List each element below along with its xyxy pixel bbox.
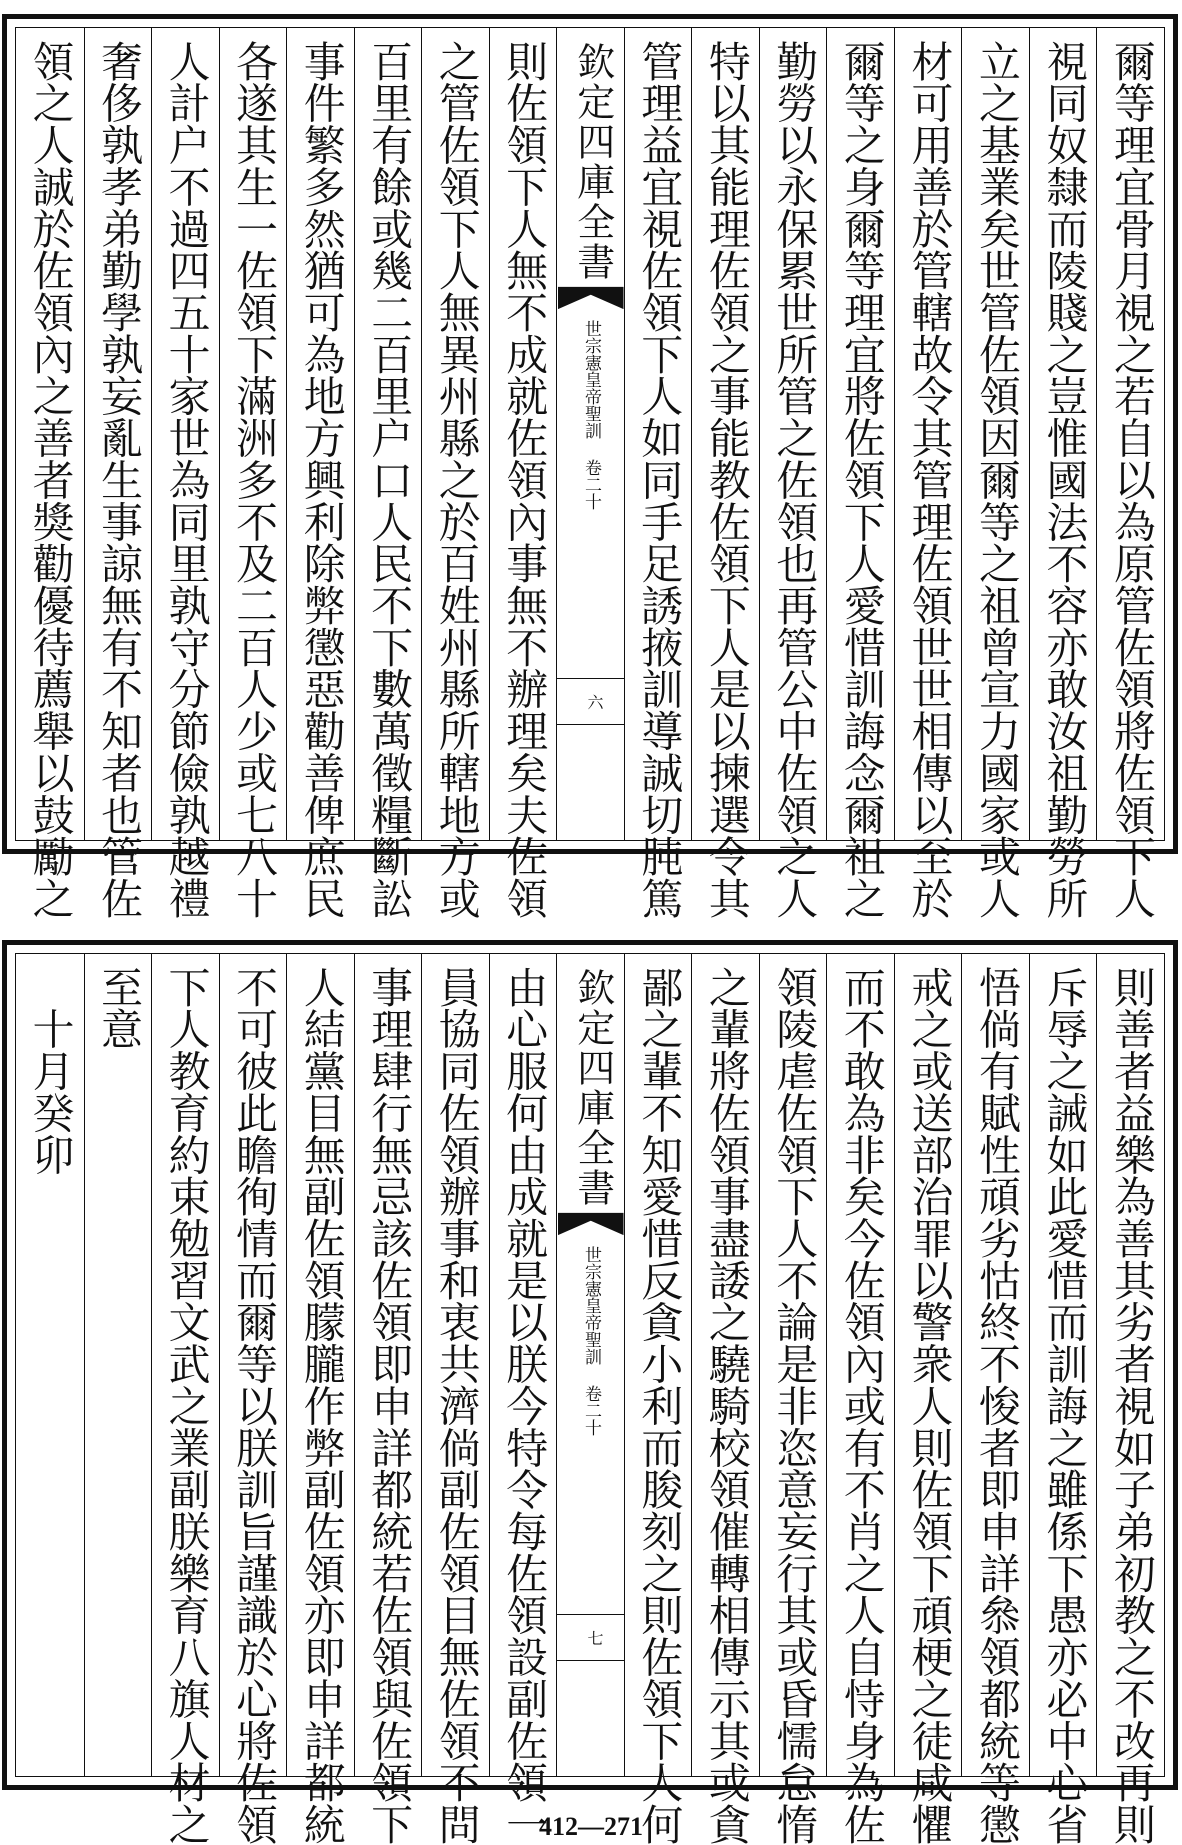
column-text: 則佐領下人無不成就佐領內事無不辦理矣夫佐領 — [499, 40, 549, 920]
text-column — [286, 28, 354, 920]
column-text: 由心服何由成就是以朕今特令每佐領設副佐領一 — [499, 966, 549, 1845]
text-column — [84, 954, 152, 1776]
column-text: 之輩將佐領事盡諉之驍騎校領催轉相傳示其或貪 — [701, 966, 751, 1845]
text-column — [1029, 954, 1097, 1845]
text-column — [16, 954, 84, 1776]
text-column — [1096, 954, 1164, 1845]
column-text: 戒之或送部治罪以警衆人則佐領下頑梗之徒咸懼 — [904, 966, 954, 1845]
text-column — [759, 28, 827, 920]
text-column — [1029, 28, 1097, 920]
column-text: 則善者益樂為善其劣者視如子弟初教之不改再則 — [1106, 966, 1156, 1845]
text-column — [1096, 28, 1164, 920]
column-text: 立之基業矣世管佐領因爾等之祖曾宣力國家或人 — [971, 40, 1021, 920]
column-text: 之管佐領下人無異州縣之於百姓州縣所轄地方或 — [431, 40, 481, 920]
text-column — [151, 954, 219, 1845]
column-text: 特以其能理佐領之事能教佐領下人是以揀選令其 — [701, 40, 751, 920]
text-column — [894, 28, 962, 920]
text-column — [84, 28, 152, 920]
text-column — [421, 28, 489, 920]
fold-rule — [557, 678, 624, 679]
fish-tail-mark-icon — [558, 284, 624, 312]
text-column — [759, 954, 827, 1845]
text-column — [961, 28, 1029, 920]
column-text: 事件繁多然猶可為地方興利除弊懲惡勸善俾庶民 — [296, 40, 346, 920]
text-column — [16, 28, 84, 920]
column-text: 爾等理宜骨月視之若自以為原管佐領將佐領下人 — [1106, 40, 1156, 920]
column-text: 人計户不過四五十家世為同里孰守分節儉孰越禮 — [161, 40, 211, 920]
volume-label: 世宗憲皇帝聖訓 卷二十 — [580, 320, 601, 510]
column-text: 而不敢為非矣今佐領內或有不肖之人自恃身為佐 — [836, 966, 886, 1845]
column-text: 奢侈孰孝弟勤學孰妄亂生事諒無有不知者也管佐 — [94, 40, 144, 920]
column-text: 鄙之輩不知愛惜反貪小利而朘刻之則佐領下人何 — [634, 966, 684, 1845]
column-text: 爾等之身爾等理宜將佐領下人愛惜訓誨念爾祖之 — [836, 40, 886, 920]
text-column — [624, 28, 692, 920]
column-text: 員協同佐領辦事和衷共濟倘副佐領目無佐領不問 — [431, 966, 481, 1845]
text-column — [151, 28, 219, 920]
column-text: 領之人誠於佐領內之善者獎勸優待薦舉以鼓勵之 — [25, 40, 75, 920]
fold-rule — [557, 724, 624, 725]
column-text: 視同奴隸而陵賤之豈惟國法不容亦敢汝祖勤勞所 — [1039, 40, 1089, 920]
column-text: 管理益宜視佐領下人如同手足誘掖訓導誠切肫篤 — [634, 40, 684, 920]
column-text: 至意 — [94, 966, 144, 1050]
page-footer-number: 412—271 — [539, 1812, 643, 1841]
fish-tail-mark-icon — [558, 1210, 624, 1238]
text-column — [421, 954, 489, 1845]
page-number: 六 — [584, 694, 604, 710]
column-text: 各遂其生一佐領下滿洲多不及二百人少或七八十 — [229, 40, 279, 920]
page-top — [0, 14, 1182, 920]
center-fold — [556, 28, 624, 840]
text-column — [354, 28, 422, 920]
text-column — [286, 954, 354, 1845]
column-text: 人結黨目無副佐領朦朧作弊副佐領亦即申詳都統 — [296, 966, 346, 1845]
fold-rule — [557, 1660, 624, 1661]
fold-rule — [557, 1614, 624, 1615]
column-text: 不可彼此瞻徇情而爾等以朕訓旨謹識於心將佐領 — [229, 966, 279, 1845]
book-title: 欽定四庫全書 — [570, 968, 615, 1208]
text-column — [691, 954, 759, 1845]
book-title: 欽定四庫全書 — [570, 42, 615, 282]
column-text: 勤勞以永保累世所管之佐領也再管公中佐領之人 — [769, 40, 819, 920]
text-column — [489, 28, 557, 920]
column-text: 領陵虐佐領下人不論是非恣意妄行其或昏懦怠惰 — [769, 966, 819, 1845]
text-column — [219, 954, 287, 1845]
text-column — [894, 954, 962, 1845]
column-text: 下人教育約束勉習文武之業副朕樂育八旗人材之 — [161, 966, 211, 1845]
column-text: 斥辱之誡如此愛惜而訓誨之雖係下愚亦必中心省 — [1039, 966, 1089, 1845]
text-column — [354, 954, 422, 1845]
text-column — [826, 28, 894, 920]
text-column — [489, 954, 557, 1845]
text-column — [961, 954, 1029, 1845]
column-text: 悟倘有賦性頑劣怙終不悛者即申詳叅領都統等懲 — [971, 966, 1021, 1845]
text-column — [691, 28, 759, 920]
text-area — [15, 27, 1165, 920]
text-column — [219, 28, 287, 920]
text-column — [826, 954, 894, 1845]
page-number: 七 — [584, 1630, 604, 1646]
center-fold — [556, 954, 624, 1776]
column-text: 百里有餘或幾二百里户口人民不下數萬徵糧斷訟 — [364, 40, 414, 920]
volume-label: 世宗憲皇帝聖訓 卷二十 — [580, 1246, 601, 1436]
text-column — [624, 954, 692, 1845]
column-text: 材可用善於管轄故令其管理佐領世世相傳以至於 — [904, 40, 954, 920]
column-text: 十月癸卯 — [25, 966, 75, 1176]
column-text: 事理肆行無忌該佐領即申詳都統若佐領與佐領下 — [364, 966, 414, 1845]
page-frame — [2, 14, 1178, 920]
